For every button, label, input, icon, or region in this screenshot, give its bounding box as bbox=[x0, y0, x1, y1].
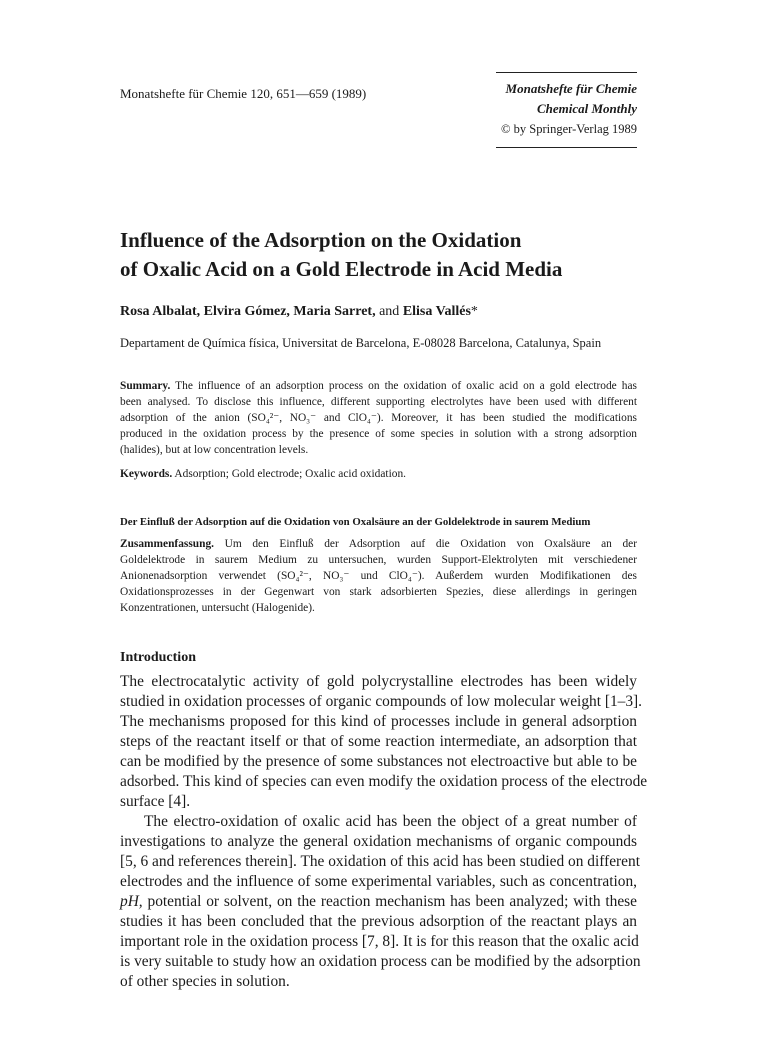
title-line-1: Influence of the Adsorption on the Oxidation bbox=[120, 228, 522, 252]
summary-abstract bbox=[120, 378, 637, 458]
body-line: is very suitable to study how an oxidation process can be modified by the adsorption bbox=[120, 953, 641, 970]
body-line: can be modified by the presence of some substances not electroactive but able to be bbox=[120, 753, 637, 770]
body-line: steps of the reactant itself or that of some reaction intermediate, an adsorption that bbox=[120, 733, 637, 750]
body-line: of other species in solution. bbox=[120, 973, 290, 990]
body-line: studies it has been concluded that the previous adsorption of the reactant plays an bbox=[120, 913, 637, 930]
body-line-text: potential or solvent, on the reaction mechanism has been analyzed; with these bbox=[147, 893, 637, 910]
german-abstract bbox=[120, 536, 637, 616]
body-line: The mechanisms proposed for this kind of processes include in general adsorption bbox=[120, 713, 637, 730]
body-line: surface [4]. bbox=[120, 793, 191, 810]
author-names: Rosa Albalat, Elvira Gómez, Maria Sarret, bbox=[120, 304, 376, 319]
german-title: Der Einfluß der Adsorption auf die Oxidation von Oxalsäure an der Goldelektrode in saurem Medium bbox=[120, 516, 591, 528]
italic-ph: pH, bbox=[120, 893, 143, 910]
copyright-notice: © by Springer-Verlag 1989 bbox=[501, 122, 637, 136]
corresponding-mark: * bbox=[470, 304, 478, 319]
german-abstract-line: Oxidationsprozesses in der Gegenwart von stark adsorbierten Spezies, diese allerdings in geringen bbox=[120, 586, 637, 598]
summary-line: been analysed. To disclose this influence, different supporting electrolytes have been used with different bbox=[120, 396, 637, 408]
author-list bbox=[120, 304, 478, 320]
article-title bbox=[120, 226, 660, 284]
body-line: electrodes and the influence of some experimental variables, such as concentration, bbox=[120, 873, 637, 890]
journal-name-german: Monatshefte für Chemie bbox=[505, 81, 637, 96]
body-line bbox=[120, 892, 637, 912]
body-line: important role in the oxidation process [7, 8]. It is for this reason that the oxalic acid bbox=[120, 933, 639, 950]
summary-line bbox=[120, 378, 637, 394]
german-abstract-label: Zusammenfassung. bbox=[120, 538, 214, 550]
keywords-line bbox=[120, 466, 637, 482]
journal-name-english: Chemical Monthly bbox=[536, 101, 637, 116]
german-abstract-line bbox=[120, 536, 637, 552]
journal-masthead bbox=[496, 72, 637, 148]
journal-citation: Monatshefte für Chemie 120, 651—659 (1989) bbox=[120, 86, 367, 101]
german-abstract-line: Anionenadsorption verwendet (SO₄²⁻, NO₃⁻ und ClO₄⁻). Außerdem wurden Modifikationen des bbox=[120, 570, 637, 582]
affiliation: Departament de Química física, Universitat de Barcelona, E-08028 Barcelona, Catalunya, Spain bbox=[120, 336, 602, 350]
summary-line: produced in the oxidation process by the presence of some species in solution with a strong adsorption bbox=[120, 428, 637, 440]
body-line: [5, 6 and references therein]. The oxidation of this acid has been studied on different bbox=[120, 853, 640, 870]
body-line: studied in oxidation processes of organic compounds of low molecular weight [1–3]. bbox=[120, 693, 643, 710]
keywords-text: Adsorption; Gold electrode; Oxalic acid oxidation. bbox=[172, 468, 406, 480]
summary-line: (halides), but at low concentration levels. bbox=[120, 444, 309, 456]
section-heading-introduction: Introduction bbox=[120, 650, 196, 665]
summary-line: adsorption of the anion (SO₄²⁻, NO₃⁻ and ClO₄⁻). Moreover, it has been studied the modifications bbox=[120, 412, 637, 424]
body-line: investigations to analyze the general oxidation mechanisms of organic compounds bbox=[120, 833, 637, 850]
keywords bbox=[120, 466, 637, 482]
body-line: adsorbed. This kind of species can even modify the oxidation process of the electrode bbox=[120, 773, 648, 790]
german-abstract-text: Um den Einfluß der Adsorption auf die Oxidation von Oxalsäure an der bbox=[214, 538, 637, 550]
corresponding-author: Elisa Vallés bbox=[402, 304, 471, 319]
body-line: The electro-oxidation of oxalic acid has been the object of a great number of bbox=[144, 813, 637, 830]
german-abstract-line: Konzentrationen, untersucht (Halogenide). bbox=[120, 602, 315, 614]
keywords-label: Keywords. bbox=[120, 468, 173, 480]
german-abstract-line: Goldelektrode in saurem Medium zu untersuchen, wurden Support-Elektrolyten mit verschiedener bbox=[120, 554, 637, 566]
introduction-body bbox=[120, 672, 648, 992]
author-conjunction: and bbox=[375, 304, 403, 319]
title-line-2: of Oxalic Acid on a Gold Electrode in Acid Media bbox=[120, 257, 563, 281]
body-line: The electrocatalytic activity of gold polycrystalline electrodes has been widely bbox=[120, 673, 637, 690]
summary-label: Summary. bbox=[120, 380, 171, 392]
summary-text: The influence of an adsorption process on the oxidation of oxalic acid on a gold electrode has bbox=[170, 380, 637, 392]
